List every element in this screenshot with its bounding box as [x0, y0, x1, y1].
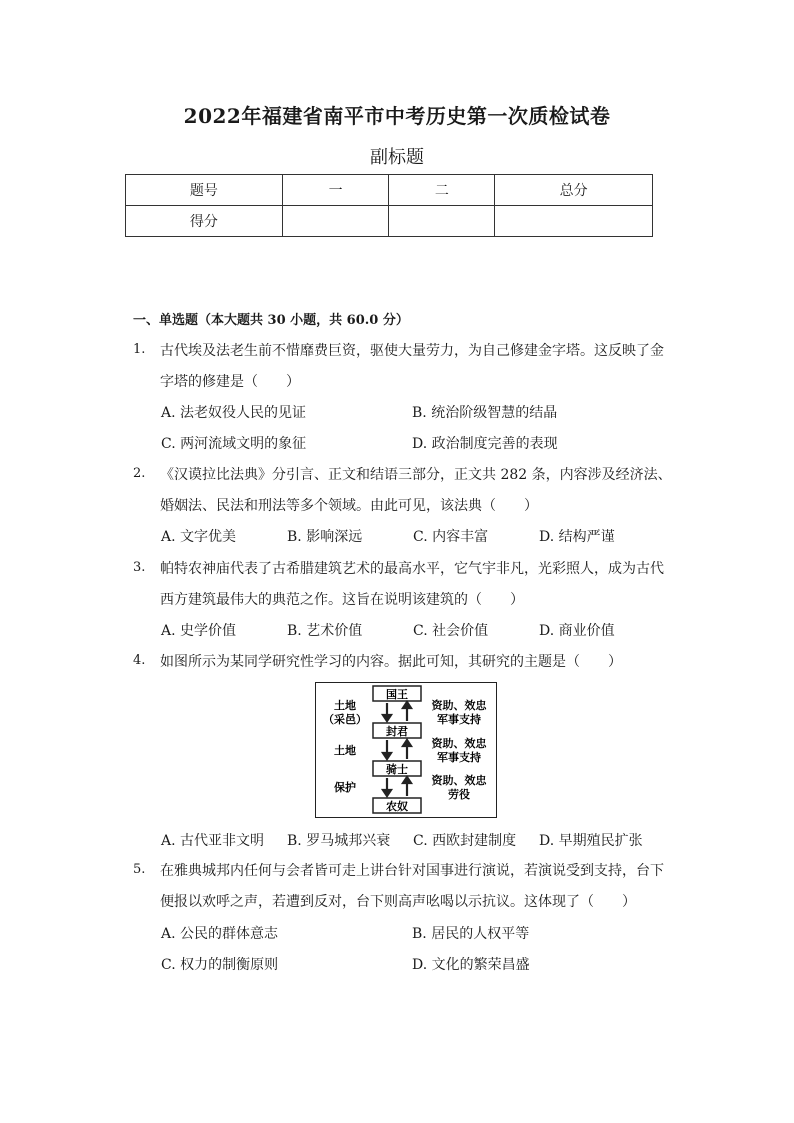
score-table [125, 174, 653, 237]
score-table-cell [389, 206, 495, 237]
score-table-header-cell: 总分 [495, 175, 653, 206]
question-text: 《汉谟拉比法典》分引言、正文和结语三部分，正文共 282 条，内容涉及经济法、 [160, 467, 672, 483]
arrow-up-icon [403, 702, 411, 708]
question-number: 1. [133, 342, 146, 357]
arrow-up-icon [403, 740, 411, 746]
arrow-down-icon [383, 790, 391, 796]
question-text: 古代埃及法老生前不惜靡费巨资，驱使大量劳力，为自己修建金字塔。这反映了金 [160, 343, 664, 359]
diagram-level-label: 农奴 [386, 800, 408, 813]
diagram-right-label: 劳役 [448, 788, 470, 801]
arrow-up-icon [403, 777, 411, 783]
score-table-header-cell: 一 [282, 175, 389, 206]
question-text: 帕特农神庙代表了古希腊建筑艺术的最高水平，它气宇非凡，光彩照人，成为古代 [160, 561, 664, 577]
answer-option: A. 公民的群体意志 [161, 926, 279, 942]
score-table-header-cell: 二 [389, 175, 495, 206]
question-text: 便报以欢呼之声，若遭到反对，台下则高声吆喝以示抗议。这体现了（ ） [160, 894, 636, 910]
question-text: 如图所示为某同学研究性学习的内容。据此可知，其研究的主题是（ ） [160, 654, 622, 670]
diagram-left-label: 保护 [334, 781, 356, 794]
score-table-cell: 得分 [126, 206, 283, 237]
question-number: 2. [133, 466, 146, 481]
answer-option: D. 早期殖民扩张 [539, 833, 643, 849]
exam-subtitle: 副标题 [370, 147, 424, 168]
question-number: 4. [133, 653, 146, 668]
question-text: 字塔的修建是（ ） [160, 374, 300, 390]
diagram-level-label: 骑士 [386, 763, 408, 776]
score-table-cell [495, 206, 653, 237]
question-text: 西方建筑最伟大的典范之作。这旨在说明该建筑的（ ） [160, 592, 524, 608]
diagram-level-label: 封君 [386, 725, 408, 738]
diagram-right-label: 军事支持 [437, 751, 481, 764]
diagram-right-label: 资助、效忠 [431, 699, 487, 712]
answer-option: B. 统治阶级智慧的结晶 [412, 405, 558, 421]
answer-option: C. 权力的制衡原则 [161, 957, 279, 973]
answer-option: C. 两河流域文明的象征 [161, 436, 307, 452]
diagram-level-box [373, 761, 421, 776]
diagram-left-label: 土地 [334, 699, 356, 712]
answer-option: C. 西欧封建制度 [413, 833, 517, 849]
answer-option: D. 政治制度完善的表现 [412, 436, 558, 452]
answer-option: D. 结构严谨 [539, 529, 615, 545]
diagram-level-box [373, 798, 421, 813]
answer-option: C. 社会价值 [413, 623, 489, 639]
answer-option: B. 罗马城邦兴衰 [287, 833, 391, 849]
question-text: 在雅典城邦内任何与会者皆可走上讲台针对国事进行演说，若演说受到支持，台下 [160, 863, 664, 879]
diagram-left-label: 土地 [334, 744, 356, 757]
diagram-right-label: 资助、效忠 [431, 737, 487, 750]
section-heading: 一、单选题（本大题共 30 小题，共 60.0 分） [133, 313, 409, 328]
answer-option: D. 文化的繁荣昌盛 [412, 957, 530, 973]
answer-option: A. 文字优美 [161, 529, 237, 545]
answer-option: A. 古代亚非文明 [161, 833, 265, 849]
arrow-down-icon [383, 715, 391, 721]
score-table-cell [282, 206, 389, 237]
feudal-hierarchy-diagram [315, 682, 497, 818]
answer-option: B. 影响深远 [287, 529, 363, 545]
question-number: 3. [133, 560, 146, 575]
answer-option: A. 法老奴役人民的见证 [161, 405, 307, 421]
diagram-left-label: （采邑） [323, 713, 367, 726]
answer-option: A. 史学价值 [161, 623, 237, 639]
score-table-header-cell: 题号 [126, 175, 283, 206]
diagram-level-label: 国王 [386, 688, 408, 701]
diagram-level-box [373, 723, 421, 738]
score-table-row [126, 206, 653, 237]
answer-option: D. 商业价值 [539, 623, 615, 639]
question-text: 婚姻法、民法和刑法等多个领域。由此可见，该法典（ ） [160, 498, 538, 514]
answer-option: B. 居民的人权平等 [412, 926, 530, 942]
exam-title: 2022年福建省南平市中考历史第一次质检试卷 [183, 104, 611, 128]
diagram-right-label: 资助、效忠 [431, 774, 487, 787]
diagram-right-label: 军事支持 [437, 713, 481, 726]
answer-option: C. 内容丰富 [413, 529, 489, 545]
diagram-level-box [373, 686, 421, 701]
arrow-down-icon [383, 753, 391, 759]
question-number: 5. [133, 862, 146, 877]
score-table-header-row [126, 175, 653, 206]
answer-option: B. 艺术价值 [287, 623, 363, 639]
